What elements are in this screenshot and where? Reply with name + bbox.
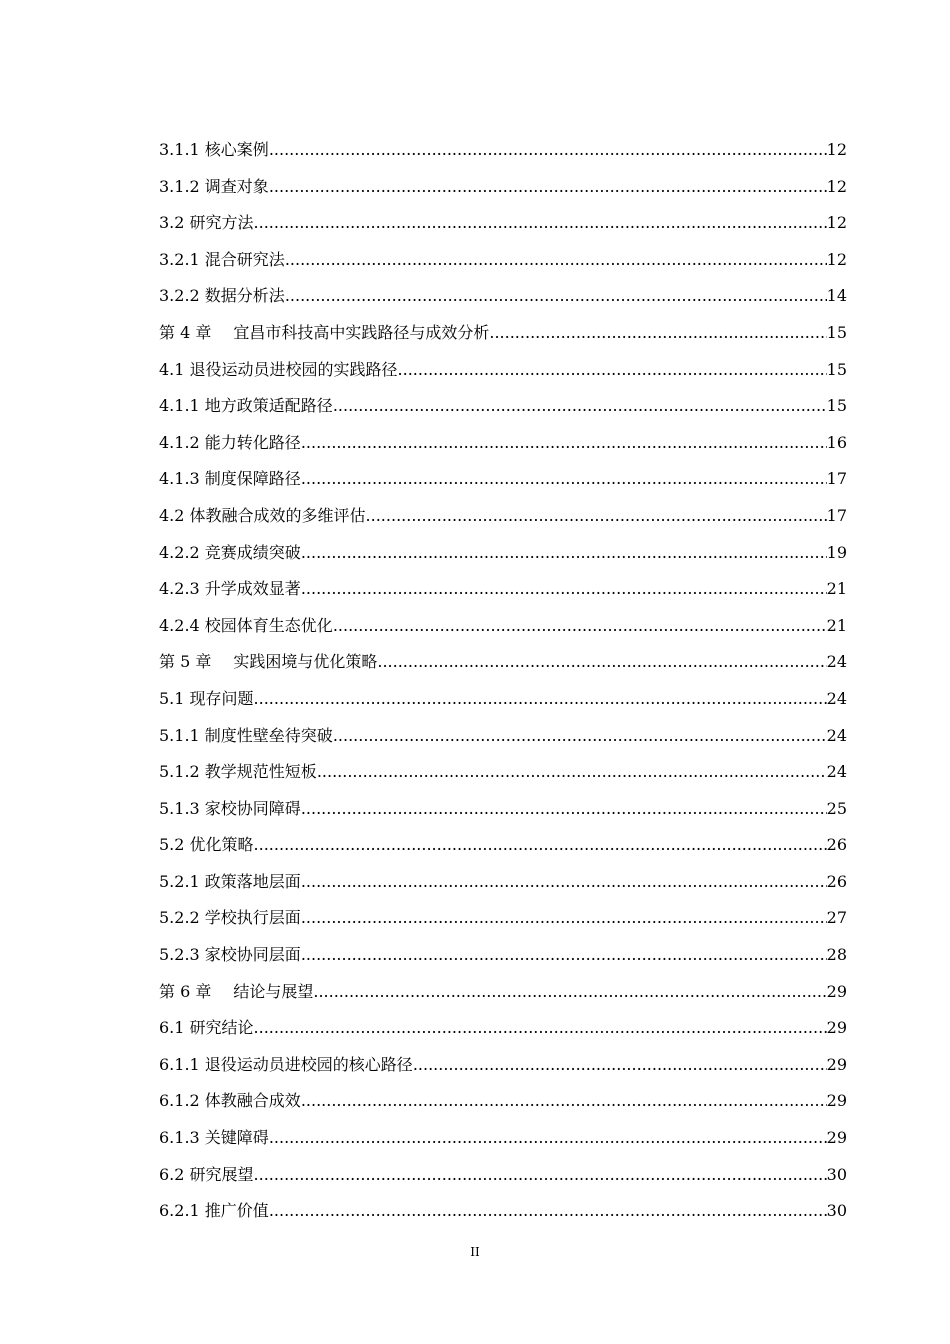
toc-entry[interactable] bbox=[159, 681, 847, 718]
toc-entry[interactable] bbox=[159, 1010, 847, 1047]
toc-entry[interactable] bbox=[159, 937, 847, 974]
toc-entry-title: 3.2.2 数据分析法 bbox=[159, 286, 285, 306]
toc-entry-title: 4.1.3 制度保障路径 bbox=[159, 469, 301, 489]
toc-leader-dots bbox=[269, 1193, 827, 1230]
toc-leader-dots bbox=[285, 278, 827, 315]
toc-entry-title: 3.1.2 调查对象 bbox=[159, 176, 269, 196]
toc-leader-dots bbox=[398, 352, 827, 389]
toc-entry-title: 5.1 现存问题 bbox=[159, 688, 254, 708]
toc-entry-title: 4.2 体教融合成效的多维评估 bbox=[159, 505, 366, 525]
toc-entry[interactable] bbox=[159, 205, 847, 242]
toc-entry[interactable] bbox=[159, 498, 847, 535]
toc-entry[interactable] bbox=[159, 535, 847, 572]
toc-entry[interactable] bbox=[159, 352, 847, 389]
toc-entry-page: 21 bbox=[826, 579, 847, 599]
toc-leader-dots bbox=[301, 535, 827, 572]
toc-leader-dots bbox=[301, 791, 827, 828]
toc-entry[interactable] bbox=[159, 608, 847, 645]
toc-entry-page: 24 bbox=[826, 762, 847, 782]
toc-entry-page: 29 bbox=[826, 1128, 847, 1148]
toc-entry-page: 29 bbox=[826, 981, 847, 1001]
toc-entry-page: 29 bbox=[826, 1054, 847, 1074]
toc-chapter-entry[interactable] bbox=[159, 974, 847, 1011]
toc-leader-dots bbox=[301, 571, 827, 608]
toc-entry-page: 19 bbox=[826, 542, 847, 562]
toc-entry[interactable] bbox=[159, 827, 847, 864]
toc-entry-title: 4.1.2 能力转化路径 bbox=[159, 432, 301, 452]
toc-entry[interactable] bbox=[159, 1047, 847, 1084]
toc-entry-page: 24 bbox=[826, 688, 847, 708]
toc-leader-dots bbox=[254, 681, 827, 718]
toc-entry[interactable] bbox=[159, 1120, 847, 1157]
toc-entry-title: 5.2 优化策略 bbox=[159, 835, 254, 855]
toc-entry-page: 30 bbox=[826, 1201, 847, 1221]
toc-entry-page: 24 bbox=[826, 652, 847, 672]
toc-leader-dots bbox=[333, 718, 827, 755]
toc-entry[interactable] bbox=[159, 718, 847, 755]
toc-entry-title: 5.2.3 家校协同层面 bbox=[159, 945, 301, 965]
toc-entry-title: 6.2 研究展望 bbox=[159, 1164, 254, 1184]
toc-entry-title: 3.1.1 核心案例 bbox=[159, 140, 269, 159]
toc-entry-title: 3.2 研究方法 bbox=[159, 213, 254, 233]
chapter-number: 第 4 章 bbox=[159, 322, 212, 342]
toc-chapter-entry[interactable] bbox=[159, 315, 847, 352]
toc-entry-page: 12 bbox=[826, 140, 847, 159]
toc-chapter-entry[interactable] bbox=[159, 644, 847, 681]
toc-entry-page: 17 bbox=[826, 469, 847, 489]
toc-entry-title: 5.2.2 学校执行层面 bbox=[159, 908, 301, 928]
toc-leader-dots bbox=[333, 608, 827, 645]
toc-entry-page: 12 bbox=[826, 249, 847, 269]
chapter-subtitle: 宜昌市科技高中实践路径与成效分析 bbox=[233, 322, 490, 342]
page-number-footer: II bbox=[470, 1245, 480, 1259]
toc-leader-dots bbox=[269, 169, 827, 206]
toc-leader-dots bbox=[269, 1120, 827, 1157]
toc-leader-dots bbox=[254, 205, 827, 242]
toc-entry[interactable] bbox=[159, 864, 847, 901]
toc-entry[interactable] bbox=[159, 242, 847, 279]
toc-entry[interactable] bbox=[159, 900, 847, 937]
toc-leader-dots bbox=[254, 1157, 827, 1194]
toc-entry[interactable] bbox=[159, 425, 847, 462]
toc-chapter-title bbox=[159, 644, 377, 681]
toc-entry-page: 12 bbox=[826, 213, 847, 233]
toc-entry-page: 21 bbox=[826, 615, 847, 635]
toc-entry-title: 3.2.1 混合研究法 bbox=[159, 249, 285, 269]
chapter-number: 第 6 章 bbox=[159, 981, 212, 1001]
toc-entry-title: 6.1.2 体教融合成效 bbox=[159, 1091, 301, 1111]
toc-entry-title: 6.1.3 关键障碍 bbox=[159, 1128, 269, 1148]
toc-chapter-title bbox=[159, 315, 489, 352]
toc-entry-title: 5.1.3 家校协同障碍 bbox=[159, 798, 301, 818]
toc-entry-title: 5.1.2 教学规范性短板 bbox=[159, 762, 317, 782]
toc-entry[interactable] bbox=[159, 1083, 847, 1120]
toc-leader-dots bbox=[301, 900, 827, 937]
toc-entry-page: 15 bbox=[826, 396, 847, 416]
toc-entry-page: 12 bbox=[826, 176, 847, 196]
toc-leader-dots bbox=[313, 974, 826, 1011]
toc-leader-dots bbox=[301, 425, 827, 462]
toc-entry-page: 29 bbox=[826, 1018, 847, 1038]
toc-entry-title: 6.1 研究结论 bbox=[159, 1018, 254, 1038]
toc-leader-dots bbox=[489, 315, 826, 352]
chapter-subtitle: 结论与展望 bbox=[233, 981, 314, 1001]
toc-leader-dots bbox=[317, 754, 827, 791]
toc-entry-page: 28 bbox=[826, 945, 847, 965]
toc-leader-dots bbox=[366, 498, 827, 535]
toc-entry[interactable] bbox=[159, 754, 847, 791]
toc-entry-title: 4.2.4 校园体育生态优化 bbox=[159, 615, 333, 635]
toc-leader-dots bbox=[377, 644, 826, 681]
chapter-subtitle: 实践困境与优化策略 bbox=[233, 652, 378, 672]
toc-entry-title: 6.2.1 推广价值 bbox=[159, 1201, 269, 1221]
toc-entry-page: 15 bbox=[826, 359, 847, 379]
toc-entry-page: 30 bbox=[826, 1164, 847, 1184]
toc-entry-title: 5.2.1 政策落地层面 bbox=[159, 871, 301, 891]
toc-leader-dots bbox=[301, 864, 827, 901]
toc-entry-page: 26 bbox=[826, 835, 847, 855]
toc-entry-page: 16 bbox=[826, 432, 847, 452]
toc-entry-title: 4.1.1 地方政策适配路径 bbox=[159, 396, 333, 416]
toc-entry[interactable] bbox=[159, 461, 847, 498]
toc-entry[interactable] bbox=[159, 1157, 847, 1194]
toc-leader-dots bbox=[413, 1047, 827, 1084]
toc-leader-dots bbox=[269, 132, 827, 169]
toc-entry[interactable] bbox=[159, 169, 847, 206]
toc-entry-page: 24 bbox=[826, 725, 847, 745]
toc-leader-dots bbox=[301, 1083, 827, 1120]
chapter-number: 第 5 章 bbox=[159, 652, 212, 672]
toc-entry-title: 4.1 退役运动员进校园的实践路径 bbox=[159, 359, 398, 379]
toc-entry-page: 15 bbox=[826, 322, 847, 342]
toc-entry[interactable] bbox=[159, 132, 847, 169]
toc-leader-dots bbox=[285, 242, 827, 279]
toc-entry[interactable] bbox=[159, 278, 847, 315]
toc-entry[interactable] bbox=[159, 571, 847, 608]
toc-leader-dots bbox=[254, 827, 827, 864]
toc-leader-dots bbox=[333, 388, 827, 425]
toc-entry-page: 27 bbox=[826, 908, 847, 928]
toc-entry-page: 25 bbox=[826, 798, 847, 818]
toc-entry-title: 6.1.1 退役运动员进校园的核心路径 bbox=[159, 1054, 413, 1074]
toc-entry-title: 4.2.3 升学成效显著 bbox=[159, 579, 301, 599]
toc-leader-dots bbox=[301, 461, 827, 498]
toc-entry-page: 26 bbox=[826, 871, 847, 891]
toc-entry[interactable] bbox=[159, 1193, 847, 1230]
toc-chapter-title bbox=[159, 974, 313, 1011]
toc-leader-dots bbox=[301, 937, 827, 974]
table-of-contents bbox=[159, 132, 847, 1230]
toc-entry-page: 17 bbox=[826, 505, 847, 525]
toc-entry-page: 29 bbox=[826, 1091, 847, 1111]
toc-entry-page: 14 bbox=[826, 286, 847, 306]
toc-entry[interactable] bbox=[159, 791, 847, 828]
toc-entry[interactable] bbox=[159, 388, 847, 425]
toc-entry-title: 5.1.1 制度性壁垒待突破 bbox=[159, 725, 333, 745]
toc-leader-dots bbox=[254, 1010, 827, 1047]
toc-entry-title: 4.2.2 竞赛成绩突破 bbox=[159, 542, 301, 562]
